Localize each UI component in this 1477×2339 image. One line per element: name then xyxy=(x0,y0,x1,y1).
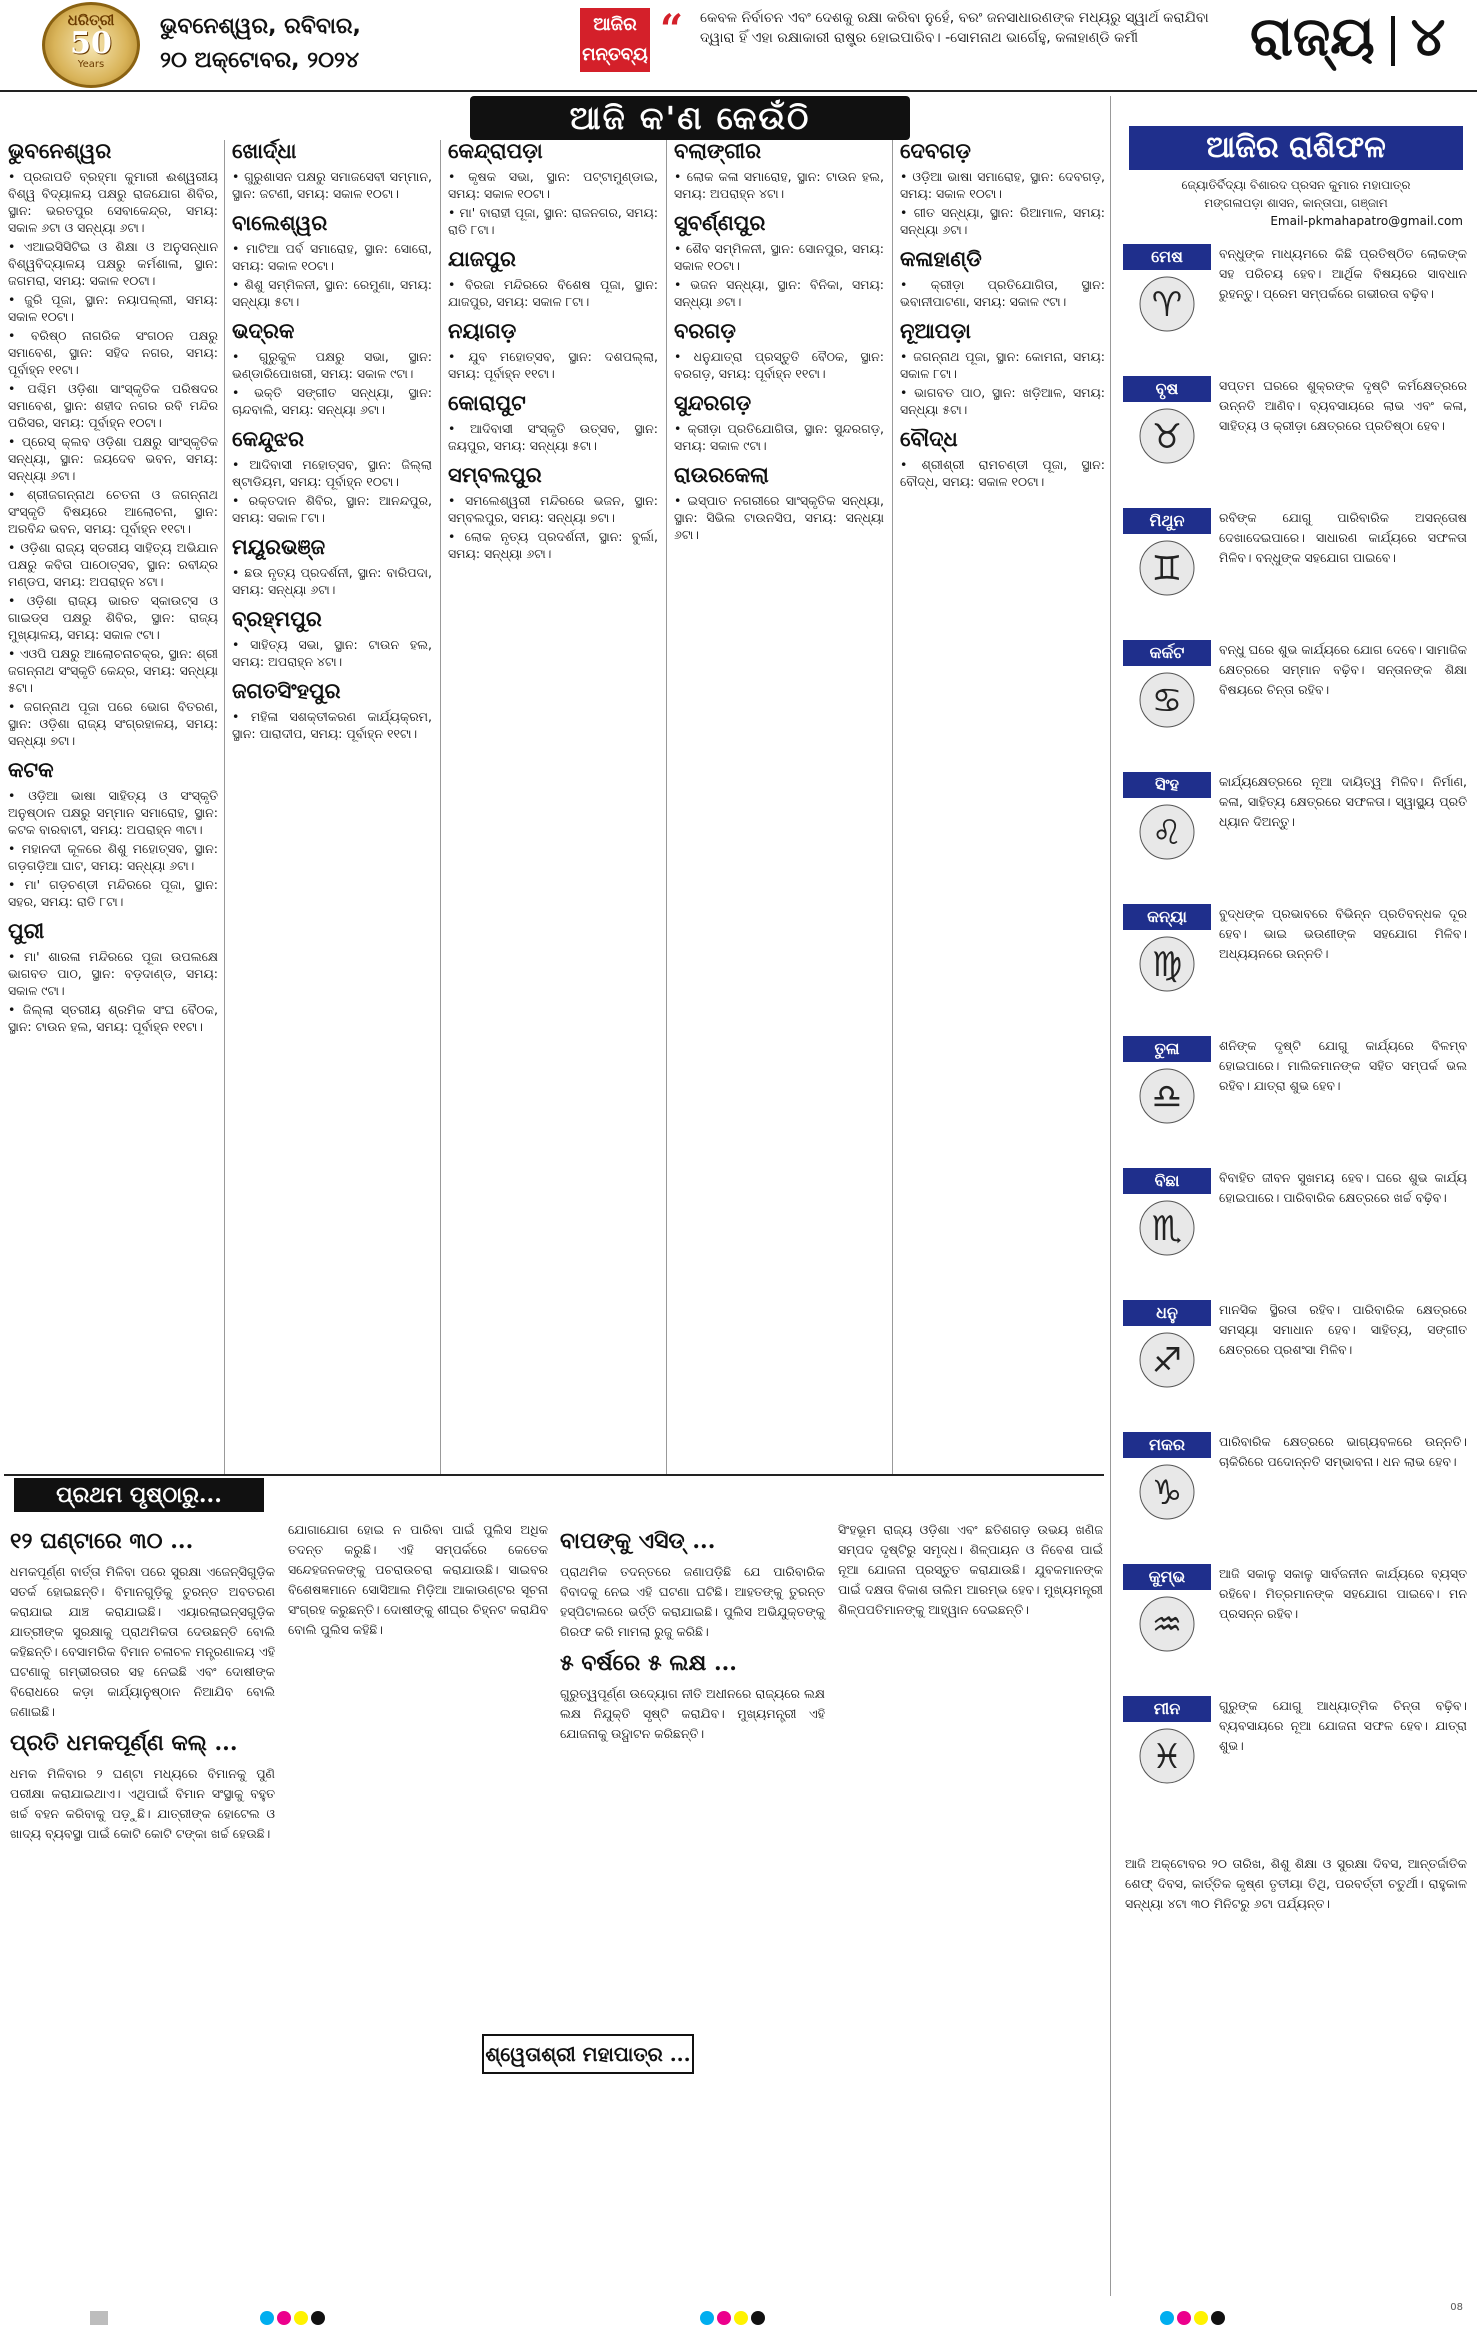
events-column-2 xyxy=(232,130,432,744)
event-item: • ଲୋକ କଳା ସମାରୋହ, ସ୍ଥାନ: ଟାଉନ ହଲ, ସମୟ: ଅପରାହ୍ନ ୪ଟା। xyxy=(674,168,884,202)
city-heading: ରାଉରକେଲା xyxy=(674,462,769,487)
sign-badge xyxy=(1123,1564,1211,1654)
print-marks xyxy=(90,2310,108,2328)
sign-prediction: ବୁଦ୍ଧଙ୍କ ପ୍ରଭାବରେ ବିଭିନ୍ନ ପ୍ରତିବନ୍ଧକ ଦୂର ହେବ। ଭାଇ ଭଉଣୀଙ୍କ ସହଯୋଗ ମିଳିବ। ଅଧ୍ୟୟନରେ ଉନ୍ନତି। xyxy=(1219,906,1467,961)
event-item: • ଜଗନ୍ନାଥ ପୂଜା, ସ୍ଥାନ: କୋମନା, ସମୟ: ସକାଳ ୮ଟା। xyxy=(900,348,1105,382)
zodiac-glyph: ♊ xyxy=(1151,549,1183,589)
quote-badge-line1: ଆଜିର xyxy=(593,14,637,35)
sign-entry xyxy=(1115,1300,1477,1418)
quote-text: କେବଳ ନିର୍ବାଚନ ଏବଂ ଦେଶକୁ ରକ୍ଷା କରିବା ନୁହେଁ, ବରଂ ଜନସାଧାରଣଙ୍କ ମଧ୍ୟରୁ ସ୍ୱାର୍ଥ କରାଯିବା ଦ୍ୱାରା ହିଁ ଏହା ରକ୍ଷାକାରୀ ରାଷ୍ଟ୍ର ହୋଇପାରିବ। -ସୋମନାଥ ଭାର୍ଗେହୁ, କଳାହାଣ୍ଡି କର୍ମୀ xyxy=(700,10,1209,46)
zodiac-symbol-icon xyxy=(1132,1594,1202,1654)
magenta-dot xyxy=(717,2311,731,2325)
event-item: • ଗୁରୁଶାସନ ପକ୍ଷରୁ ସମାଜସେବୀ ସମ୍ମାନ, ସ୍ଥାନ: ଜଟଣୀ, ସମୟ: ସକାଳ ୧୦ଟା। xyxy=(232,168,432,202)
city-heading: ସୁବର୍ଣ୍ଣପୁର xyxy=(674,210,766,235)
yellow-dot xyxy=(1194,2311,1208,2325)
column-rule xyxy=(440,140,441,1475)
sign-prediction: ଆଜି ସକାଳୁ ସକାଳୁ ସାର୍ବଜନୀନ କାର୍ଯ୍ୟରେ ବ୍ୟସ୍ତ ରହିବେ। ମିତ୍ରମାନଙ୍କ ସହଯୋଗ ପାଇବେ। ମନ ପ୍ରସନ୍ନ ରହିବ। xyxy=(1219,1566,1467,1621)
page-code: 08 xyxy=(1450,2302,1463,2313)
print-marks xyxy=(700,2310,768,2328)
event-item: • ଜୁରି ପୂଜା, ସ୍ଥାନ: ନୟାପଲ୍ଲୀ, ସମୟ: ସକାଳ ୧୦ଟା। xyxy=(8,291,218,325)
city-heading: ଦେବଗଡ଼ xyxy=(900,138,971,163)
city-heading: ଯାଜପୁର xyxy=(448,246,516,271)
sign-list xyxy=(1115,244,1477,1814)
event-item: • ଏଆଇସିସିଟିଇ ଓ ଶିକ୍ଷା ଓ ଅନୁସନ୍ଧାନ ବିଶ୍ୱବିଦ୍ୟାଳୟ ପକ୍ଷରୁ କର୍ମଶାଳା, ସ୍ଥାନ: ଜଗମରା, ସମୟ: ସକାଳ ୧୦ଟା। xyxy=(8,238,218,289)
sign-name: ମୀନ xyxy=(1123,1696,1211,1722)
zodiac-glyph: ♑ xyxy=(1151,1473,1183,1513)
event-item: • କୃଷକ ସଭା, ସ୍ଥାନ: ପଟ୍ଟାମୁଣ୍ଡାଇ, ସମୟ: ସକାଳ ୧୦ଟା। xyxy=(448,168,658,202)
sign-entry xyxy=(1115,1696,1477,1814)
event-item: • ରକ୍ତଦାନ ଶିବିର, ସ୍ଥାନ: ଆନନ୍ଦପୁର, ସମୟ: ସକାଳ ୮ଟା। xyxy=(232,492,432,526)
article-headline: ୧୨ ଘଣ୍ଟାରେ ୩୦ ... xyxy=(10,1528,194,1554)
sign-name: ବୃଷ xyxy=(1123,376,1211,402)
sign-badge xyxy=(1123,508,1211,598)
city-heading: ପୁରୀ xyxy=(8,918,45,943)
event-item: • ଗୀତ ସନ୍ଧ୍ୟା, ସ୍ଥାନ: ରିଆମାଳ, ସମୟ: ସନ୍ଧ୍ୟା ୬ଟା। xyxy=(900,204,1105,238)
zodiac-symbol-icon xyxy=(1132,538,1202,598)
yellow-dot xyxy=(294,2311,308,2325)
quote-mark-icon: “ xyxy=(660,6,684,53)
zodiac-glyph: ♌ xyxy=(1151,813,1183,853)
city-heading: ନୂଆପଡ଼ା xyxy=(900,318,971,343)
sign-name: ମିଥୁନ xyxy=(1123,508,1211,534)
black-dot xyxy=(311,2311,325,2325)
city-heading: ନୟାଗଡ଼ xyxy=(448,318,517,343)
sign-entry xyxy=(1115,508,1477,626)
event-item: • ଲୋକ ନୃତ୍ୟ ପ୍ରଦର୍ଶନୀ, ସ୍ଥାନ: ବୁର୍ଲା, ସମୟ: ସନ୍ଧ୍ୟା ୬ଟା। xyxy=(448,528,658,562)
event-item: • ଓଡ଼ିଶା ରାଜ୍ୟ ଭାରତ ସ୍କାଉଟ୍ସ ଓ ଗାଇଡ୍ସ ପକ୍ଷରୁ ଶିବିର, ସ୍ଥାନ: ରାଜ୍ୟ ମୁଖ୍ୟାଳୟ, ସମୟ: ସକାଳ ୯ଟା। xyxy=(8,592,218,643)
zodiac-symbol-icon xyxy=(1132,274,1202,334)
event-item: • ଶୈବ ସମ୍ମିଳନୀ, ସ୍ଥାନ: ସୋନପୁର, ସମୟ: ସକାଳ ୧୦ଟା। xyxy=(674,240,884,274)
place-day: ଭୁବନେଶ୍ୱର, ରବିବାର, xyxy=(160,14,361,39)
sign-badge xyxy=(1123,244,1211,334)
city-heading: ଖୋର୍ଦ୍ଧା xyxy=(232,138,297,163)
sign-prediction: ମାନସିକ ସ୍ଥିରତା ରହିବ। ପାରିବାରିକ କ୍ଷେତ୍ରରେ ସମସ୍ୟା ସମାଧାନ ହେବ। ସାହିତ୍ୟ, ସଙ୍ଗୀତ କ୍ଷେତ୍ରରେ ପ୍ରଶଂସା ମିଳିବ। xyxy=(1219,1302,1467,1357)
astrologer-credit xyxy=(1115,176,1477,230)
front-column-3 xyxy=(560,1520,825,1744)
events-column-5 xyxy=(900,130,1105,492)
sign-prediction: ଶନିଙ୍କ ଦୃଷ୍ଟି ଯୋଗୁ କାର୍ଯ୍ୟରେ ବିଳମ୍ବ ହୋଇପାରେ। ମାଲିକମାନଙ୍କ ସହିତ ସମ୍ପର୍କ ଭଲ ରହିବ। ଯାତ୍ରା ଶୁଭ ହେବ। xyxy=(1219,1038,1467,1093)
sign-prediction: ଗୁରୁଙ୍କ ଯୋଗୁ ଆଧ୍ୟାତ୍ମିକ ଚିନ୍ତା ବଢ଼ିବ। ବ୍ୟବସାୟରେ ନୂଆ ଯୋଜନା ସଫଳ ହେବ। ଯାତ୍ରା ଶୁଭ। xyxy=(1219,1698,1467,1753)
event-item: • ପ୍ରେସ୍ କ୍ଲବ ଓଡ଼ିଶା ପକ୍ଷରୁ ସାଂସ୍କୃତିକ ସନ୍ଧ୍ୟା, ସ୍ଥାନ: ଜୟଦେବ ଭବନ, ସମୟ: ସନ୍ଧ୍ୟା ୬ଟା। xyxy=(8,433,218,484)
magenta-dot xyxy=(1177,2311,1191,2325)
astrologer-name: ଜ୍ୟୋତିର୍ବିଦ୍ୟା ବିଶାରଦ ପ୍ରସନ କୁମାର ମହାପାତ୍ର xyxy=(1181,178,1411,192)
event-item: • ପଶ୍ଚିମ ଓଡ଼ିଶା ସାଂସ୍କୃତିକ ପରିଷଦର ସମାବେଶ, ସ୍ଥାନ: ଶହୀଦ ନଗର ରବି ମନ୍ଦିର ପରିସର, ସମୟ: ପୂର୍ବାହ୍ନ ୧୦ଟା। xyxy=(8,380,218,431)
sign-badge xyxy=(1123,1300,1211,1390)
zodiac-glyph: ♓ xyxy=(1151,1737,1183,1777)
event-item: • ବିରଜା ମନ୍ଦିରରେ ବିଶେଷ ପୂଜା, ସ୍ଥାନ: ଯାଜପୁର, ସମୟ: ସକାଳ ୮ଟା। xyxy=(448,276,658,310)
events-column-3 xyxy=(448,130,658,564)
zodiac-symbol-icon xyxy=(1132,934,1202,994)
sign-prediction: ବିବାହିତ ଜୀବନ ସୁଖମୟ ହେବ। ଘରେ ଶୁଭ କାର୍ଯ୍ୟ ହୋଇପାରେ। ପାରିବାରିକ କ୍ଷେତ୍ରରେ ଖର୍ଚ୍ଚ ବଢ଼ିବ। xyxy=(1219,1170,1467,1205)
event-item: • ଜିଲ୍ଲା ସ୍ତରୀୟ ଶ୍ରମିକ ସଂଘ ବୈଠକ, ସ୍ଥାନ: ଟାଉନ ହଲ, ସମୟ: ପୂର୍ବାହ୍ନ ୧୧ଟା। xyxy=(8,1001,218,1035)
sign-badge xyxy=(1123,640,1211,730)
sign-entry xyxy=(1115,1432,1477,1550)
event-item: • କ୍ରୀଡ଼ା ପ୍ରତିଯୋଗିତା, ସ୍ଥାନ: ଭବାନୀପାଟଣା, ସମୟ: ସକାଳ ୯ଟା। xyxy=(900,276,1105,310)
events-banner: ଆଜି କ'ଣ କେଉଁଠି xyxy=(470,96,910,140)
event-item: • ମା' ଗଡ଼ଚଣ୍ଡୀ ମନ୍ଦିରରେ ପୂଜା, ସ୍ଥାନ: ସହର, ସମୟ: ରାତି ୮ଟା। xyxy=(8,876,218,910)
zodiac-glyph: ♉ xyxy=(1151,417,1183,457)
sign-prediction: ରବିଙ୍କ ଯୋଗୁ ପାରିବାରିକ ଅସନ୍ତୋଷ ଦେଖାଦେଇପାରେ। ସାଧାରଣ କାର୍ଯ୍ୟରେ ସଫଳତା ମିଳିବ। ବନ୍ଧୁଙ୍କ ସହଯୋଗ ପାଇବେ। xyxy=(1219,510,1467,565)
section-rule xyxy=(4,1474,1104,1476)
date: ୨୦ ଅକ୍ଟୋବର, ୨୦୨୪ xyxy=(160,48,360,73)
events-column-4 xyxy=(674,130,884,545)
front-page-banner: ପ୍ରଥମ ପୃଷ୍ଠାରୁ... xyxy=(14,1478,264,1512)
city-heading: ଭଦ୍ରକ xyxy=(232,318,295,343)
yellow-dot xyxy=(734,2311,748,2325)
event-item: • ଓଡ଼ିଶା ରାଜ୍ୟ ସ୍ତରୀୟ ସାହିତ୍ୟ ଅଭିଯାନ ପକ୍ଷରୁ କବିତା ପାଠୋତ୍ସବ, ସ୍ଥାନ: ରବୀନ୍ଦ୍ର ମଣ୍ଡପ, ସମୟ: ଅପରାହ୍ନ ୪ଟା। xyxy=(8,539,218,590)
sign-entry xyxy=(1115,1168,1477,1286)
event-item: • ଆଦିବାସୀ ସଂସ୍କୃତି ଉତ୍ସବ, ସ୍ଥାନ: ଜୟପୁର, ସମୟ: ସନ୍ଧ୍ୟା ୫ଟା। xyxy=(448,420,658,454)
event-item: • ଧନୁଯାତ୍ରା ପ୍ରସ୍ତୁତି ବୈଠକ, ସ୍ଥାନ: ବରଗଡ଼, ସମୟ: ପୂର୍ବାହ୍ନ ୧୧ଟା। xyxy=(674,348,884,382)
black-dot xyxy=(751,2311,765,2325)
zodiac-symbol-icon xyxy=(1132,1330,1202,1390)
masthead xyxy=(0,0,1477,92)
event-item: • ଭାଗବତ ପାଠ, ସ୍ଥାନ: ଖଡ଼ିଆଳ, ସମୟ: ସନ୍ଧ୍ୟା ୫ଟା। xyxy=(900,384,1105,418)
city-heading: ବାଲେଶ୍ୱର xyxy=(232,210,328,235)
city-heading: ମୟୂରଭଞ୍ଜ xyxy=(232,534,326,559)
sign-entry xyxy=(1115,244,1477,362)
sign-entry xyxy=(1115,772,1477,890)
sign-badge xyxy=(1123,772,1211,862)
city-heading: ସମ୍ବଲପୁର xyxy=(448,462,542,487)
zodiac-glyph: ♋ xyxy=(1151,681,1183,721)
article-headline: ବାପଙ୍କୁ ଏସିଡ୍ ... xyxy=(560,1528,716,1554)
zodiac-symbol-icon xyxy=(1132,670,1202,730)
zodiac-symbol-icon xyxy=(1132,1198,1202,1258)
event-item: • ସମଲେଶ୍ୱରୀ ମନ୍ଦିରରେ ଭଜନ, ସ୍ଥାନ: ସମ୍ବଲପୁର, ସମୟ: ସନ୍ଧ୍ୟା ୭ଟା। xyxy=(448,492,658,526)
event-item: • ମହାନଦୀ କୂଳରେ ଶିଶୁ ମହୋତ୍ସବ, ସ୍ଥାନ: ଗଡ଼ଗଡ଼ିଆ ଘାଟ, ସମୟ: ସନ୍ଧ୍ୟା ୬ଟା। xyxy=(8,840,218,874)
city-heading: ବରଗଡ଼ xyxy=(674,318,736,343)
quote-badge xyxy=(580,8,650,72)
sign-name: ସିଂହ xyxy=(1123,772,1211,798)
zodiac-symbol-icon xyxy=(1132,1726,1202,1786)
sign-name: ତୁଳା xyxy=(1123,1036,1211,1062)
sign-entry xyxy=(1115,1564,1477,1682)
sign-badge xyxy=(1123,904,1211,994)
event-item: • ସାହିତ୍ୟ ସଭା, ସ୍ଥାନ: ଟାଉନ ହଲ, ସମୟ: ଅପରାହ୍ନ ୪ଟା। xyxy=(232,636,432,670)
event-item: • ଆଦିବାସୀ ମହୋତ୍ସବ, ସ୍ଥାନ: ଜିଲ୍ଲା ଷ୍ଟାଡିୟମ, ସମୟ: ପୂର୍ବାହ୍ନ ୧୦ଟା। xyxy=(232,456,432,490)
cyan-dot xyxy=(260,2311,274,2325)
section-name: ରାଜ୍ୟ xyxy=(1250,4,1375,68)
event-item: • ମାଟିଆ ପର୍ବ ସମାରୋହ, ସ୍ଥାନ: ସୋରୋ, ସମୟ: ସକାଳ ୧୦ଟା। xyxy=(232,240,432,274)
page-number: ୪ xyxy=(1410,4,1446,68)
event-item: • ଭଜନ ସନ୍ଧ୍ୟା, ସ୍ଥାନ: ବିନିକା, ସମୟ: ସନ୍ଧ୍ୟା ୬ଟା। xyxy=(674,276,884,310)
sign-prediction: ବନ୍ଧୁଙ୍କ ମାଧ୍ୟମରେ କିଛି ପ୍ରତିଷ୍ଠିତ ଲୋକଙ୍କ ସହ ପରିଚୟ ହେବ। ଆର୍ଥିକ ବିଷୟରେ ସାବଧାନ ରୁହନ୍ତୁ। ପ୍ରେମ ସମ୍ପର୍କରେ ଗଭୀରତା ବଢ଼ିବ। xyxy=(1219,246,1467,301)
event-item: • ଛଉ ନୃତ୍ୟ ପ୍ରଦର୍ଶନୀ, ସ୍ଥାନ: ବାରିପଦା, ସମୟ: ସନ୍ଧ୍ୟା ୬ଟା। xyxy=(232,564,432,598)
event-item: • ମା' ବାରାହୀ ପୂଜା, ସ୍ଥାନ: ରାଜନଗର, ସମୟ: ରାତି ୮ଟା। xyxy=(448,204,658,238)
event-item: • ବରିଷ୍ଠ ନାଗରିକ ସଂଗଠନ ପକ୍ଷରୁ ସମାବେଶ, ସ୍ଥାନ: ସହିଦ ନଗର, ସମୟ: ପୂର୍ବାହ୍ନ ୧୧ଟା। xyxy=(8,327,218,378)
event-item: • ଶ୍ରୀଜଗନ୍ନାଥ ଚେତନା ଓ ଜଗନ୍ନାଥ ସଂସ୍କୃତି ବିଷୟରେ ଆଲୋଚନା, ସ୍ଥାନ: ଅରବିନ୍ଦ ଭବନ, ସମୟ: ପୂର୍ବାହ୍ନ ୧୧ଟା। xyxy=(8,486,218,537)
sign-name: କର୍କଟ xyxy=(1123,640,1211,666)
article-body: ଧମକ ମିଳିବାର ୨ ଘଣ୍ଟା ମଧ୍ୟରେ ବିମାନକୁ ପୁଣି ପରୀକ୍ଷା କରାଯାଇଥାଏ। ଏଥିପାଇଁ ବିମାନ ସଂସ୍ଥାକୁ ବହୁତ ଖର୍ଚ୍ଚ ବହନ କରିବାକୁ ପଡ଼ୁଛି। ଯାତ୍ରୀଙ୍କ ହୋଟେଲ ଓ ଖାଦ୍ୟ ବ୍ୟବସ୍ଥା ପାଇଁ କୋଟି କୋଟି ଟଙ୍କା ଖର୍ଚ୍ଚ ହେଉଛି। xyxy=(10,1766,275,1841)
city-heading: କେନ୍ଦ୍ରାପଡ଼ା xyxy=(448,138,543,163)
column-rule xyxy=(224,140,225,1475)
event-item: • ଓଡ଼ିଆ ଭାଷା ସମାରୋହ, ସ୍ଥାନ: ଦେବଗଡ଼, ସମୟ: ସକାଳ ୧୦ଟା। xyxy=(900,168,1105,202)
sign-badge xyxy=(1123,1036,1211,1126)
event-item: • ଓଡ଼ିଆ ଭାଷା ସାହିତ୍ୟ ଓ ସଂସ୍କୃତି ଅନୁଷ୍ଠାନ ପକ୍ଷରୁ ସମ୍ମାନ ସମାରୋହ, ସ୍ଥାନ: କଟକ ବାରବାଟୀ, ସମୟ: ଅପରାହ୍ନ ୩ଟା। xyxy=(8,787,218,838)
day-info: ଆଜି ଅକ୍ଟୋବର ୨୦ ତାରିଖ, ଶିଶୁ ଶିକ୍ଷା ଓ ସୁରକ୍ଷା ଦିବସ, ଆନ୍ତର୍ଜାତିକ ଶେଫ୍ ଦିବସ, କାର୍ତ୍ତିକ କୃଷ୍ଣ ତୃତୀୟା ତିଥି, ପରବର୍ତ୍ତୀ ଚତୁର୍ଥୀ। ରାହୁକାଳ ସନ୍ଧ୍ୟା ୪ଟା ୩୦ ମିନିଟରୁ ୬ଟା ପର୍ଯ୍ୟନ୍ତ। xyxy=(1125,1856,1467,1911)
event-item: • ଏଓପି ପକ୍ଷରୁ ଆଲୋଚନାଚକ୍ର, ସ୍ଥାନ: ଶ୍ରୀ ଜଗନ୍ନାଥ ସଂସ୍କୃତି କେନ୍ଦ୍ର, ସମୟ: ସନ୍ଧ୍ୟା ୫ଟା। xyxy=(8,645,218,696)
column-rule xyxy=(892,140,893,1475)
article-body: ସିଂହଭୂମ ରାଜ୍ୟ ଓଡ଼ିଶା ଏବଂ ଛତିଶଗଡ଼ ଉଭୟ ଖଣିଜ ସମ୍ପଦ ଦୃଷ୍ଟିରୁ ସମୃଦ୍ଧ। ଶିଳ୍ପାୟନ ଓ ନିବେଶ ପାଇଁ ନୂଆ ଯୋଜନା ପ୍ରସ୍ତୁତ କରାଯାଉଛି। ଯୁବକମାନଙ୍କ ପାଇଁ ଦକ୍ଷତା ବିକାଶ ତାଲିମ ଆରମ୍ଭ ହେବ। ମୁଖ୍ୟମନ୍ତ୍ରୀ ଶିଳ୍ପପତିମାନଙ୍କୁ ଆହ୍ୱାନ ଦେଇଛନ୍ତି। xyxy=(838,1522,1103,1617)
sign-badge xyxy=(1123,1168,1211,1258)
print-marks xyxy=(1160,2310,1228,2328)
city-heading: ବଲାଙ୍ଗୀର xyxy=(674,138,761,163)
horoscope-title: ଆଜିର ରାଶିଫଳ xyxy=(1129,126,1463,170)
sign-entry xyxy=(1115,376,1477,494)
cyan-dot xyxy=(700,2311,714,2325)
city-heading: ବୌଦ୍ଧ xyxy=(900,426,958,451)
event-item: • ପ୍ରଜାପତି ବ୍ରହ୍ମା କୁମାରୀ ଈଶ୍ୱରୀୟ ବିଶ୍ୱ ବିଦ୍ୟାଳୟ ପକ୍ଷରୁ ରାଜଯୋଗ ଶିବିର, ସ୍ଥାନ: ଭରତପୁର ସେବାକେନ୍ଦ୍ର, ସମୟ: ସକାଳ ୬ଟା ଓ ସନ୍ଧ୍ୟା ୬ଟା। xyxy=(8,168,218,236)
zodiac-symbol-icon xyxy=(1132,802,1202,862)
front-column-1 xyxy=(10,1520,275,1844)
article-headline: ପ୍ରତି ଧମକପୂର୍ଣ୍ଣ କଲ୍ ... xyxy=(10,1730,238,1756)
sign-badge xyxy=(1123,1432,1211,1522)
sign-name: କନ୍ୟା xyxy=(1123,904,1211,930)
astrologer-email: Email-pkmahapatro@gmail.com xyxy=(1270,214,1463,228)
city-heading: କେନ୍ଦୁଝର xyxy=(232,426,305,451)
sign-badge xyxy=(1123,1696,1211,1786)
sign-entry xyxy=(1115,640,1477,758)
event-item: • ମହିଳା ସଶକ୍ତୀକରଣ କାର୍ଯ୍ୟକ୍ରମ, ସ୍ଥାନ: ପାରାଦୀପ, ସମୟ: ପୂର୍ବାହ୍ନ ୧୧ଟା। xyxy=(232,708,432,742)
zodiac-glyph: ♐ xyxy=(1151,1341,1183,1381)
city-heading: କୋରାପୁଟ xyxy=(448,390,526,415)
zodiac-glyph: ♏ xyxy=(1151,1209,1183,1249)
title-divider xyxy=(1391,16,1395,66)
astrologer-address: ମଙ୍ଗଳାପଡ଼ା ଶାସନ, କାନ୍ତାପା, ଗଞ୍ଜାମ xyxy=(1204,196,1388,210)
event-item: • ଗୁରୁକୁଳ ପକ୍ଷରୁ ସଭା, ସ୍ଥାନ: ଭଣ୍ଡାରିପୋଖରୀ, ସମୟ: ସକାଳ ୯ଟା। xyxy=(232,348,432,382)
front-column-4 xyxy=(838,1520,1103,1620)
section-title xyxy=(1250,4,1470,69)
city-heading: ବ୍ରହ୍ମପୁର xyxy=(232,606,322,631)
magenta-dot xyxy=(277,2311,291,2325)
cyan-dot xyxy=(1160,2311,1174,2325)
sign-prediction: କାର୍ଯ୍ୟକ୍ଷେତ୍ରରେ ନୂଆ ଦାୟିତ୍ୱ ମିଳିବ। ନିର୍ମାଣ, କଳା, ସାହିତ୍ୟ କ୍ଷେତ୍ରରେ ସଫଳତା। ସ୍ୱାସ୍ଥ୍ୟ ପ୍ରତି ଧ୍ୟାନ ଦିଅନ୍ତୁ। xyxy=(1219,774,1467,829)
sign-name: ମେଷ xyxy=(1123,244,1211,270)
front-column-2 xyxy=(288,1520,548,1640)
sign-name: ଧନୁ xyxy=(1123,1300,1211,1326)
city-heading: ଭୁବନେଶ୍ୱର xyxy=(8,138,112,163)
anniversary-logo xyxy=(42,2,140,88)
article-body: ଗୁରୁତ୍ୱପୂର୍ଣ୍ଣ ଉଦ୍ୟୋଗ ନୀତି ଅଧୀନରେ ରାଜ୍ୟରେ ଲକ୍ଷ ଲକ୍ଷ ନିଯୁକ୍ତି ସୃଷ୍ଟି କରାଯିବ। ମୁଖ୍ୟମନ୍ତ୍ରୀ ଏହି ଯୋଜନାକୁ ଉଦ୍ଘାଟନ କରିଛନ୍ତି। xyxy=(560,1686,825,1741)
event-item: • ଇସ୍ପାତ ନଗରୀରେ ସାଂସ୍କୃତିକ ସନ୍ଧ୍ୟା, ସ୍ଥାନ: ସିଭିଲ ଟାଉନସିପ, ସମୟ: ସନ୍ଧ୍ୟା ୬ଟା। xyxy=(674,492,884,543)
event-item: • ମା' ଶାରଳା ମନ୍ଦିରରେ ପୂଜା ଉପଲକ୍ଷେ ଭାଗବତ ପାଠ, ସ୍ଥାନ: ବଡ଼ଦାଣ୍ଡ, ସମୟ: ସକାଳ ୯ଟା। xyxy=(8,948,218,999)
quote-badge-line2: ମନ୍ତବ୍ୟ xyxy=(582,44,648,65)
event-item: • ଯୁବ ମହୋତ୍ସବ, ସ୍ଥାନ: ଦଶପଲ୍ଲା, ସମୟ: ପୂର୍ବାହ୍ନ ୧୧ଟା। xyxy=(448,348,658,382)
print-marks xyxy=(260,2310,328,2328)
print-block xyxy=(90,2311,108,2325)
city-heading: କଳାହାଣ୍ଡି xyxy=(900,246,982,271)
horoscope-section xyxy=(1115,126,1477,2246)
sign-name: ମକର xyxy=(1123,1432,1211,1458)
event-item: • ଜଗନ୍ନାଥ ପୂଜା ପରେ ଭୋଗ ବିତରଣ, ସ୍ଥାନ: ଓଡ଼ିଶା ରାଜ୍ୟ ସଂଗ୍ରହାଳୟ, ସମୟ: ସନ୍ଧ୍ୟା ୭ଟା। xyxy=(8,698,218,749)
sign-prediction: ବନ୍ଧୁ ଘରେ ଶୁଭ କାର୍ଯ୍ୟରେ ଯୋଗ ଦେବେ। ସାମାଜିକ କ୍ଷେତ୍ରରେ ସମ୍ମାନ ବଢ଼ିବ। ସନ୍ତାନଙ୍କ ଶିକ୍ଷା ବିଷୟରେ ଚିନ୍ତା ରହିବ। xyxy=(1219,642,1467,697)
dateline xyxy=(160,10,380,78)
events-column-1 xyxy=(8,130,218,1037)
city-heading: କଟକ xyxy=(8,757,54,782)
event-item: • ଭକ୍ତି ସଙ୍ଗୀତ ସନ୍ଧ୍ୟା, ସ୍ଥାନ: ଚାନ୍ଦବାଲି, ସମୟ: ସନ୍ଧ୍ୟା ୬ଟା। xyxy=(232,384,432,418)
column-rule xyxy=(666,140,667,1475)
byline: ଶ୍ୱେତାଶ୍ରୀ ମହାପାତ୍ର ... xyxy=(482,2034,694,2074)
sign-prediction: ପାରିବାରିକ କ୍ଷେତ୍ରରେ ଭାଗ୍ୟବଳରେ ଉନ୍ନତି। ଚାକିରିରେ ପଦୋନ୍ନତି ସମ୍ଭାବନା। ଧନ ଲାଭ ହେବ। xyxy=(1219,1434,1467,1469)
logo-title: ଧରିତ୍ରୀ xyxy=(67,11,115,29)
sign-name: ବିଛା xyxy=(1123,1168,1211,1194)
zodiac-symbol-icon xyxy=(1132,406,1202,466)
city-heading: ସୁନ୍ଦରଗଡ଼ xyxy=(674,390,752,415)
article-body: ଯୋଗାଯୋଗ ହୋଇ ନ ପାରିବା ପାଇଁ ପୁଲିସ ଅଧିକ ତଦନ୍ତ କରୁଛି। ଏହି ସମ୍ପର୍କରେ କେତେକ ସନ୍ଦେହଜନକଙ୍କୁ ପଚରାଉଚରା କରାଯାଉଛି। ସାଇବର ବିଶେଷଜ୍ଞମାନେ ସୋସିଆଲ ମିଡ଼ିଆ ଆକାଉଣ୍ଟର ସୂଚନା ସଂଗ୍ରହ କରୁଛନ୍ତି। ଦୋଷୀଙ୍କୁ ଶୀଘ୍ର ଚିହ୍ନଟ କରାଯିବ ବୋଲି ପୁଲିସ କହିଛି। xyxy=(288,1522,548,1637)
zodiac-glyph: ♎ xyxy=(1151,1077,1183,1117)
column-rule xyxy=(1110,96,1111,2296)
sign-badge xyxy=(1123,376,1211,466)
black-dot xyxy=(1211,2311,1225,2325)
event-item: • କ୍ରୀଡ଼ା ପ୍ରତିଯୋଗିତା, ସ୍ଥାନ: ସୁନ୍ଦରଗଡ଼, ସମୟ: ସକାଳ ୯ଟା। xyxy=(674,420,884,454)
zodiac-symbol-icon xyxy=(1132,1066,1202,1126)
zodiac-glyph: ♍ xyxy=(1151,945,1183,985)
sign-entry xyxy=(1115,904,1477,1022)
city-heading: ଜଗତସିଂହପୁର xyxy=(232,678,341,703)
logo-number: 50 xyxy=(70,26,112,61)
article-headline: ୫ ବର୍ଷରେ ୫ ଲକ୍ଷ ... xyxy=(560,1650,737,1676)
event-item: • ଶ୍ରୀଶ୍ରୀ ରାମଚଣ୍ଡୀ ପୂଜା, ସ୍ଥାନ: ବୌଦ୍ଧ, ସମୟ: ସକାଳ ୧୦ଟା। xyxy=(900,456,1105,490)
article-body: ପ୍ରାଥମିକ ତଦନ୍ତରେ ଜଣାପଡ଼ିଛି ଯେ ପାରିବାରିକ ବିବାଦକୁ ନେଇ ଏହି ଘଟଣା ଘଟିଛି। ଆହତଙ୍କୁ ତୁରନ୍ତ ହସ୍ପିଟାଲରେ ଭର୍ତ୍ତି କରାଯାଇଛି। ପୁଲିସ ଅଭିଯୁକ୍ତଙ୍କୁ ଗିରଫ କରି ମାମଲା ରୁଜୁ କରିଛି। xyxy=(560,1564,825,1639)
zodiac-glyph: ♒ xyxy=(1151,1605,1183,1645)
sign-name: କୁମ୍ଭ xyxy=(1123,1564,1211,1590)
zodiac-symbol-icon xyxy=(1132,1462,1202,1522)
sign-prediction: ସପ୍ତମ ଘରରେ ଶୁକ୍ରଙ୍କ ଦୃଷ୍ଟି କର୍ମକ୍ଷେତ୍ରରେ ଉନ୍ନତି ଆଣିବ। ବ୍ୟବସାୟରେ ଲାଭ ଏବଂ କଳା, ସାହିତ୍ୟ ଓ କ୍ରୀଡ଼ା କ୍ଷେତ୍ରରେ ପ୍ରତିଷ୍ଠା ହେବ। xyxy=(1219,378,1467,433)
sign-entry xyxy=(1115,1036,1477,1154)
article-body: ଧମକପୂର୍ଣ୍ଣ ବାର୍ତ୍ତା ମିଳିବା ପରେ ସୁରକ୍ଷା ଏଜେନ୍ସିଗୁଡ଼ିକ ସତର୍କ ହୋଇଛନ୍ତି। ବିମାନଗୁଡ଼ିକୁ ତୁରନ୍ତ ଅବତରଣ କରାଯାଇ ଯାଞ୍ଚ କରାଯାଇଛି। ଏୟାରଲାଇନ୍ସଗୁଡ଼ିକ ଯାତ୍ରୀଙ୍କ ସୁରକ୍ଷାକୁ ପ୍ରାଥମିକତା ଦେଉଛନ୍ତି ବୋଲି କହିଛନ୍ତି। ବେସାମରିକ ବିମାନ ଚଳାଚଳ ମନ୍ତ୍ରଣାଳୟ ଏହି ଘଟଣାକୁ ଗମ୍ଭୀରତାର ସହ ନେଇଛି ଏବଂ ଦୋଷୀଙ୍କ ବିରୋଧରେ କଡ଼ା କାର୍ଯ୍ୟାନୁଷ୍ଠାନ ନିଆଯିବ ବୋଲି ଜଣାଇଛି। xyxy=(10,1564,275,1719)
logo-years: Years xyxy=(77,59,105,70)
zodiac-glyph: ♈ xyxy=(1151,285,1183,325)
event-item: • ଶିଶୁ ସମ୍ମିଳନୀ, ସ୍ଥାନ: ରେମୁଣା, ସମୟ: ସନ୍ଧ୍ୟା ୫ଟା। xyxy=(232,276,432,310)
